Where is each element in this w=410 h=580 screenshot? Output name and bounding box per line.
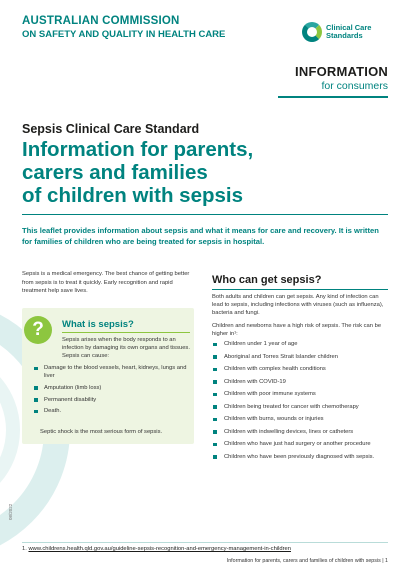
footnote-link[interactable]: www.childrens.health.qld.gov.au/guideline-sepsis-recognition-and-emergency-management-in-children xyxy=(28,546,291,552)
who-paragraph-2: Children and newborns have a high risk of sepsis. The risk can be higher in¹: xyxy=(212,323,382,338)
title-line2: carers and families xyxy=(22,161,208,184)
intro-paragraph: This leaflet provides information about sepsis and what it means for care and recovery. It is written for families of children who are being treated for sepsis in hospital. xyxy=(22,226,379,246)
what-is-sepsis-paragraph: Sepsis arises when the body responds to an infection by damaging its own organs and tissues. Sepsis can cause: xyxy=(62,337,190,360)
box-divider xyxy=(62,332,190,333)
info-divider xyxy=(278,96,388,98)
list-item: Aboriginal and Torres Strait Islander children xyxy=(212,353,390,361)
title-line3: of children with sepsis xyxy=(22,184,243,207)
commission-line1: AUSTRALIAN COMMISSION xyxy=(22,15,180,27)
page-title xyxy=(22,138,392,207)
commission-logo xyxy=(22,16,225,40)
footnote-number: 1. xyxy=(22,546,27,552)
page-footer-info: Information for parents, carers and families of children with sepsis | 1 xyxy=(226,558,388,564)
list-item: Children with burns, wounds or injuries xyxy=(212,415,390,423)
list-item: Children with indwelling devices, lines or catheters xyxy=(212,428,390,436)
who-can-get-sepsis-heading: Who can get sepsis? xyxy=(212,274,322,286)
footnote xyxy=(22,546,291,552)
list-item: Damage to the blood vessels, heart, kidneys, lungs and liver xyxy=(34,364,190,380)
what-is-sepsis-heading: What is sepsis? xyxy=(62,319,134,330)
list-item: Children under 1 year of age xyxy=(212,340,390,348)
emergency-paragraph: Sepsis is a medical emergency. The best chance of getting better from sepsis is to treat it quickly. Early recognition and rapid treatment help save lives. xyxy=(22,271,190,294)
title-line1: Information for parents, xyxy=(22,138,254,161)
list-item: Permanent disability xyxy=(34,396,190,404)
info-subtitle: for consumers xyxy=(321,80,388,92)
ccs-ring-icon xyxy=(302,22,322,42)
list-item: Children who have just had surgery or another procedure xyxy=(212,440,390,448)
sepsis-effects-list xyxy=(34,364,190,419)
list-item: Children being treated for cancer with chemotherapy xyxy=(212,403,390,411)
information-heading xyxy=(295,64,388,92)
risk-groups-list xyxy=(212,340,390,465)
list-item: Amputation (limb loss) xyxy=(34,384,190,392)
who-paragraph-1: Both adults and children can get sepsis. Any kind of infection can lead to sepsis, including infections with viruses (such as influenza), bacteria and fungi. xyxy=(212,294,384,317)
list-item: Death. xyxy=(34,407,190,415)
list-item: Children with complex health conditions xyxy=(212,365,390,373)
list-item: Children who have been previously diagnosed with sepsis. xyxy=(212,453,390,461)
list-item: Children with poor immune systems xyxy=(212,390,390,398)
clinical-care-standards-logo xyxy=(302,22,371,42)
info-title: INFORMATION xyxy=(295,64,388,79)
standard-name: Sepsis Clinical Care Standard xyxy=(22,122,200,136)
list-item: Children with COVID-19 xyxy=(212,378,390,386)
who-divider xyxy=(212,289,388,290)
commission-line2: ON SAFETY AND QUALITY IN HEALTH CARE xyxy=(22,29,226,40)
septic-shock-note: Septic shock is the most serious form of sepsis. xyxy=(40,429,163,435)
footer-divider xyxy=(22,542,388,543)
title-divider xyxy=(22,214,388,215)
document-id: 08/2022 xyxy=(8,503,13,520)
ccs-line2: Standards xyxy=(326,31,363,40)
question-icon: ? xyxy=(24,316,52,344)
ccs-line1: Clinical Care xyxy=(326,23,372,32)
